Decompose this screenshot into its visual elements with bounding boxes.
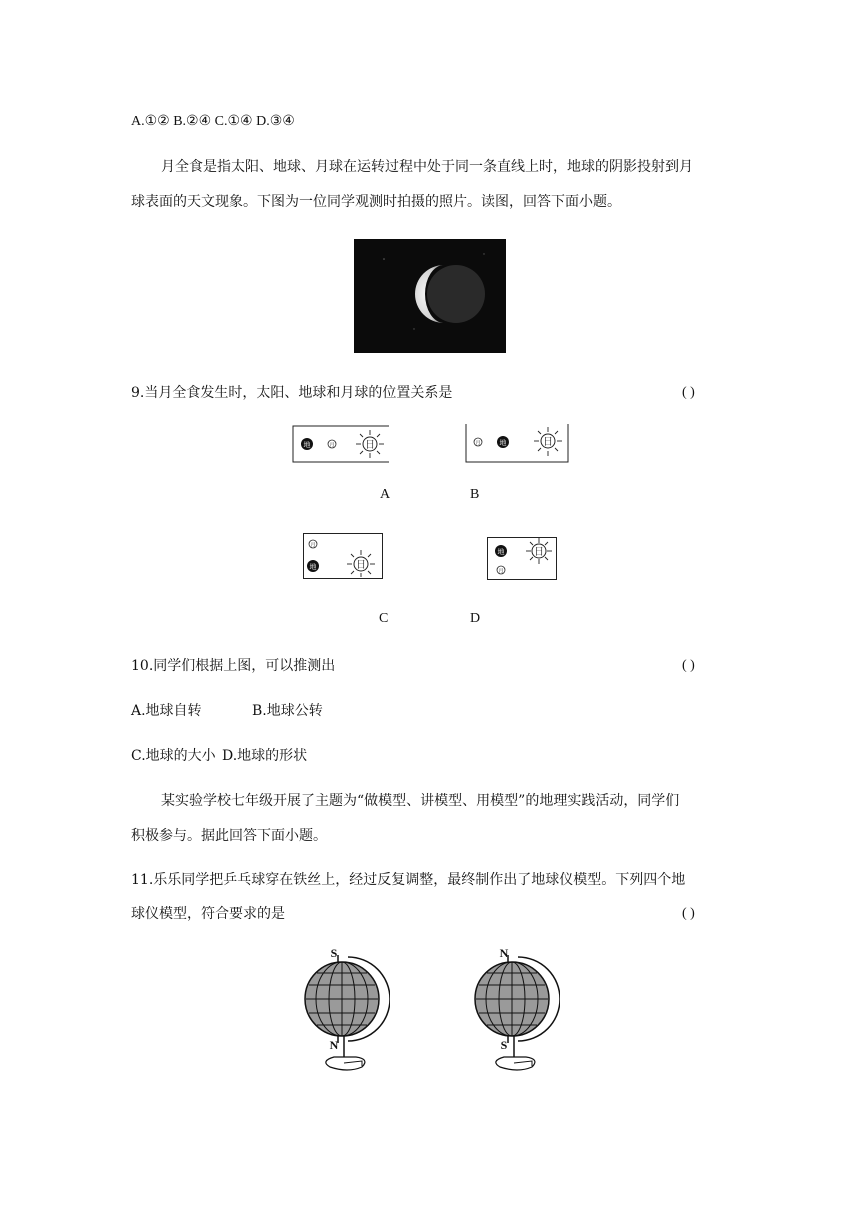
- lunar-eclipse-photo: [354, 239, 506, 353]
- globe-model-2: [470, 945, 560, 1075]
- q10-option-c: C.地球的大小: [131, 748, 216, 764]
- body-moon: 月: [498, 568, 504, 575]
- q9-label-c: C: [379, 611, 389, 626]
- pole-label-top: N: [499, 946, 509, 960]
- pole-label-top: S: [330, 946, 338, 960]
- body-sun: 日: [365, 440, 375, 451]
- passage1-line2: 球表面的天文现象。下图为一位同学观测时拍摄的照片。读图，回答下面小题。: [131, 194, 621, 210]
- pole-label-bottom: S: [500, 1038, 508, 1052]
- q10-stem: 10.同学们根据上图，可以推测出: [131, 658, 336, 674]
- body-sun: 日: [543, 437, 553, 448]
- body-sun: 日: [534, 547, 544, 558]
- globe-model-1: [300, 945, 390, 1075]
- q10-option-d: D.地球的形状: [222, 748, 308, 764]
- q9-label-a: A: [380, 487, 391, 502]
- body-earth: 地: [309, 563, 317, 571]
- body-moon: 月: [329, 442, 335, 449]
- q10-option-a: A.地球自转: [131, 703, 202, 719]
- body-sun: 日: [356, 560, 366, 571]
- body-earth: 地: [499, 439, 507, 447]
- body-earth: 地: [303, 441, 311, 449]
- q11-answer-bracket: ( ): [682, 906, 695, 921]
- body-earth: 地: [497, 548, 505, 556]
- passage2-line2: 积极参与。据此回答下面小题。: [131, 828, 327, 844]
- q9-stem: 9.当月全食发生时，太阳、地球和月球的位置关系是: [131, 385, 453, 401]
- q9-diagram-b: [465, 423, 569, 463]
- q9-diagram-d: [487, 537, 557, 580]
- q9-label-b: B: [470, 487, 480, 502]
- q10-option-b: B.地球公转: [252, 703, 323, 719]
- q9-answer-bracket: ( ): [682, 385, 695, 400]
- q11-line1: 11.乐乐同学把乒乓球穿在铁丝上，经过反复调整，最终制作出了地球仪模型。下列四个地: [131, 872, 686, 888]
- q9-diagram-a: [292, 425, 390, 463]
- body-moon: 月: [310, 542, 316, 549]
- passage2-line1: 某实验学校七年级开展了主题为“做模型、讲模型、用模型”的地理实践活动，同学们: [161, 793, 680, 809]
- q10-answer-bracket: ( ): [682, 658, 695, 673]
- q9-diagram-c: [303, 533, 383, 579]
- q9-label-d: D: [470, 611, 481, 626]
- q8-options: A.①② B.②④ C.①④ D.③④: [131, 114, 295, 129]
- pole-label-bottom: N: [329, 1038, 339, 1052]
- q11-line2: 球仪模型，符合要求的是: [131, 906, 285, 922]
- body-moon: 月: [475, 440, 481, 447]
- passage1-line1: 月全食是指太阳、地球、月球在运转过程中处于同一条直线上时，地球的阴影投射到月: [161, 159, 693, 175]
